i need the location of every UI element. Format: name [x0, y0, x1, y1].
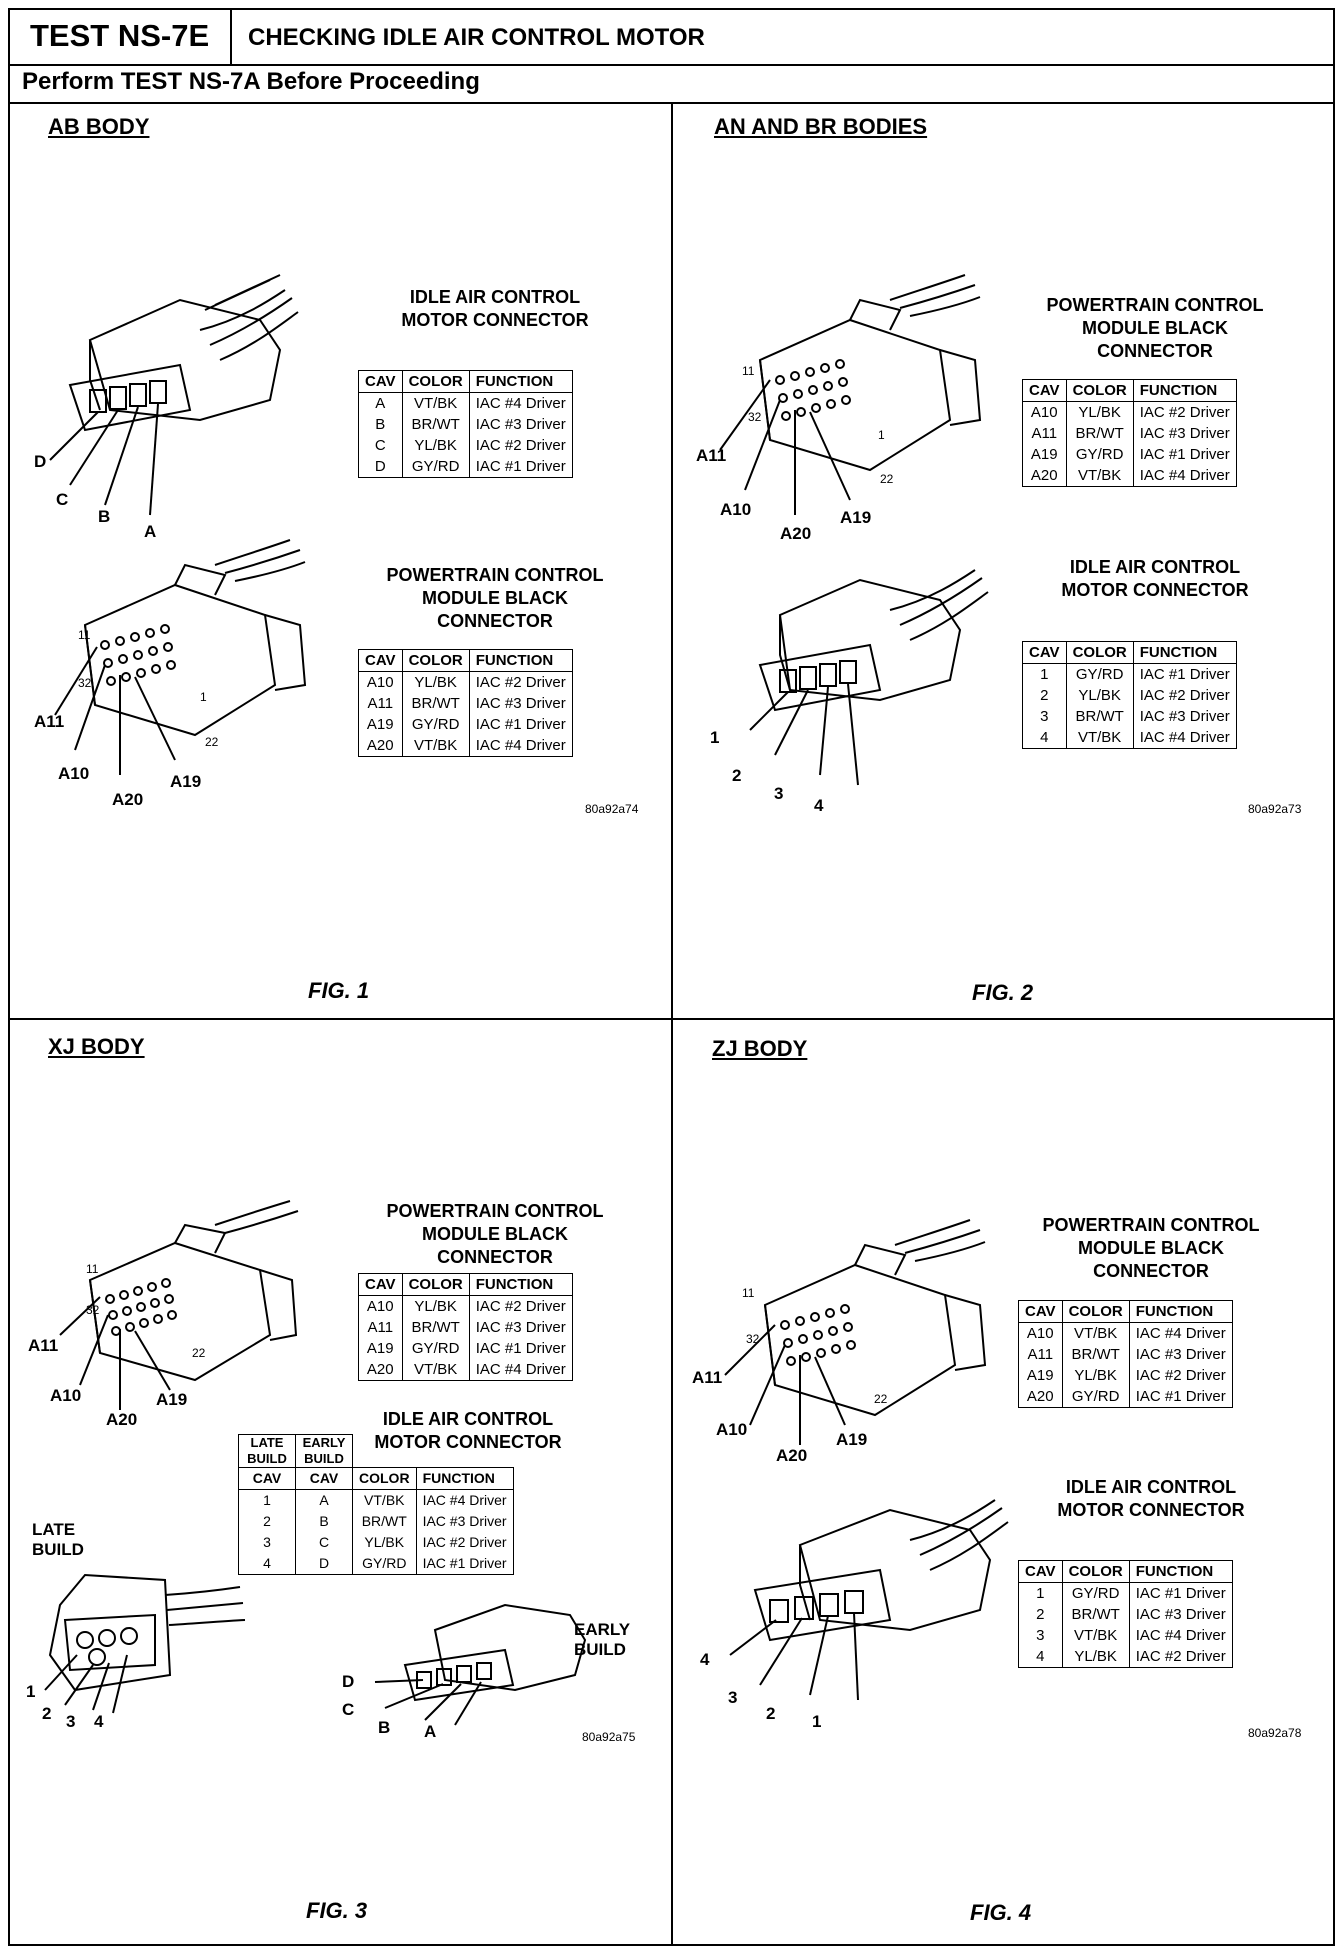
table-row: 4 YL/BK IAC #2 Driver — [1019, 1646, 1233, 1668]
col-header: CAV — [239, 1468, 296, 1490]
col-header: COLOR — [353, 1468, 417, 1490]
table-row: B BR/WT IAC #3 Driver — [359, 414, 573, 435]
figure-code: 80a92a73 — [1248, 802, 1302, 816]
col-header: COLOR — [402, 650, 469, 672]
col-header: COLOR — [402, 1274, 469, 1296]
pin-number-label: 32 — [86, 1303, 100, 1317]
pin-label: 4 — [94, 1712, 104, 1731]
table-row: 1 GY/RD IAC #1 Driver — [1023, 664, 1237, 686]
iac-pinout-table — [358, 370, 573, 478]
pin-label: B — [378, 1718, 391, 1737]
col-header: CAV — [359, 371, 403, 393]
table-row: 2 B BR/WT IAC #3 Driver — [239, 1511, 514, 1532]
pin-number-label: 22 — [874, 1392, 888, 1406]
page-title: CHECKING IDLE AIR CONTROL MOTOR — [248, 24, 705, 51]
pin-label: C — [56, 490, 69, 509]
pin-label: A19 — [836, 1430, 868, 1449]
pin-number-label: 22 — [205, 735, 219, 749]
pcm-pinout-table — [358, 649, 573, 757]
pin-label: A11 — [28, 1336, 59, 1355]
pin-label: A20 — [112, 790, 144, 809]
pin-label: A — [144, 522, 157, 541]
col-header: FUNCTION — [1129, 1561, 1232, 1583]
pcm-connector-illustration — [75, 565, 305, 765]
col-header-early-build: EARLY BUILD — [296, 1435, 353, 1468]
pin-label: D — [34, 452, 47, 471]
panel-title-an-br-bodies: AN AND BR BODIES — [714, 114, 928, 139]
pin-number-label: 32 — [748, 410, 762, 424]
table-row: 4 VT/BK IAC #4 Driver — [1023, 727, 1237, 749]
pin-number-label: 11 — [742, 364, 755, 378]
pin-label: A19 — [170, 772, 202, 791]
table-row: 3 VT/BK IAC #4 Driver — [1019, 1625, 1233, 1646]
col-header: FUNCTION — [1133, 380, 1236, 402]
table-row: A11 BR/WT IAC #3 Driver — [1019, 1344, 1233, 1365]
pin-number-label: 11 — [742, 1286, 755, 1300]
table-row: A VT/BK IAC #4 Driver — [359, 393, 573, 415]
prerequisite-note: Perform TEST NS-7A Before Proceeding — [22, 68, 480, 95]
pcm-pin-grid — [106, 1279, 176, 1335]
table-row: 2 YL/BK IAC #2 Driver — [1023, 685, 1237, 706]
pin-number-label: 22 — [880, 472, 894, 486]
panel-title-ab-body: AB BODY — [48, 114, 150, 139]
figure-code: 80a92a75 — [582, 1730, 636, 1744]
pin-label: A10 — [58, 764, 90, 783]
table-row: A10 YL/BK IAC #2 Driver — [1023, 402, 1237, 424]
pin-label: A19 — [840, 508, 872, 527]
table-row: 1 GY/RD IAC #1 Driver — [1019, 1583, 1233, 1605]
col-header: CAV — [1019, 1561, 1063, 1583]
pin-label: 1 — [812, 1712, 822, 1731]
table-title: POWERTRAIN CONTROL MODULE BLACK CONNECTOR — [1046, 295, 1264, 361]
figure-code: 80a92a78 — [1248, 1726, 1302, 1740]
table-row: A11 BR/WT IAC #3 Driver — [359, 1317, 573, 1338]
iac-connector-illustration — [740, 1500, 1010, 1730]
col-header: CAV — [296, 1468, 353, 1490]
table-row: A19 YL/BK IAC #2 Driver — [1019, 1365, 1233, 1386]
pcm-pinout-table — [1022, 379, 1237, 487]
col-header: COLOR — [1062, 1561, 1129, 1583]
table-row: 2 BR/WT IAC #3 Driver — [1019, 1604, 1233, 1625]
table-row: A11 BR/WT IAC #3 Driver — [359, 693, 573, 714]
figure-caption: FIG. 2 — [972, 980, 1034, 1005]
early-build-label: EARLY BUILD — [574, 1620, 630, 1659]
pin-label: A20 — [776, 1446, 808, 1465]
early-build-iac-connector-illustration — [395, 1600, 595, 1710]
table-row: 3 C YL/BK IAC #2 Driver — [239, 1532, 514, 1553]
col-header: COLOR — [402, 371, 469, 393]
table-title: IDLE AIR CONTROL MOTOR CONNECTOR — [1057, 1477, 1245, 1520]
pcm-pinout-table — [1018, 1300, 1233, 1408]
pin-label: A19 — [156, 1390, 188, 1409]
pin-number-label: 32 — [78, 676, 92, 690]
pcm-pinout-table — [358, 1273, 573, 1381]
pin-label: A10 — [720, 500, 752, 519]
pin-label: A11 — [696, 446, 727, 465]
pin-number-label: 11 — [86, 1262, 99, 1276]
pin-label: 2 — [766, 1704, 776, 1723]
col-header: FUNCTION — [469, 1274, 572, 1296]
col-header: COLOR — [1062, 1301, 1129, 1323]
iac-pinout-table — [1022, 641, 1237, 749]
pin-label: A20 — [106, 1410, 138, 1429]
pin-number-label: 22 — [192, 1346, 206, 1360]
pin-number-label: 1 — [878, 428, 885, 442]
table-title: IDLE AIR CONTROL MOTOR CONNECTOR — [1061, 557, 1249, 600]
table-title: IDLE AIR CONTROL MOTOR CONNECTOR — [401, 287, 589, 330]
pin-label: 1 — [710, 728, 720, 747]
col-header: CAV — [359, 650, 403, 672]
pcm-pin-grid — [101, 625, 175, 685]
late-build-iac-connector-illustration — [45, 1565, 245, 1715]
divider — [8, 64, 1335, 66]
pin-number-label: 1 — [200, 690, 207, 704]
table-row: A20 VT/BK IAC #4 Driver — [359, 1359, 573, 1381]
table-row: A10 YL/BK IAC #2 Driver — [359, 672, 573, 694]
table-row: A19 GY/RD IAC #1 Driver — [359, 1338, 573, 1359]
panel-title-zj-body: ZJ BODY — [712, 1036, 808, 1061]
table-row: D GY/RD IAC #1 Driver — [359, 456, 573, 478]
panel-title-xj-body: XJ BODY — [48, 1034, 145, 1059]
col-header: FUNCTION — [1133, 642, 1236, 664]
table-row: 4 D GY/RD IAC #1 Driver — [239, 1553, 514, 1575]
col-header: COLOR — [1066, 642, 1133, 664]
col-header: CAV — [359, 1274, 403, 1296]
col-header: FUNCTION — [469, 371, 572, 393]
col-header: CAV — [1023, 380, 1067, 402]
divider — [671, 102, 673, 1946]
pin-label: A10 — [716, 1420, 748, 1439]
figure-caption: FIG. 3 — [306, 1898, 368, 1923]
table-title: IDLE AIR CONTROL MOTOR CONNECTOR — [374, 1409, 562, 1452]
table-row: A20 GY/RD IAC #1 Driver — [1019, 1386, 1233, 1408]
table-title: POWERTRAIN CONTROL MODULE BLACK CONNECTOR — [386, 565, 604, 631]
col-header: FUNCTION — [416, 1468, 513, 1490]
col-header: CAV — [1019, 1301, 1063, 1323]
pin-label: 3 — [774, 784, 784, 803]
col-header: FUNCTION — [1129, 1301, 1232, 1323]
table-row: 1 A VT/BK IAC #4 Driver — [239, 1490, 514, 1512]
table-title: POWERTRAIN CONTROL MODULE BLACK CONNECTOR — [1042, 1215, 1260, 1281]
figure-caption: FIG. 1 — [308, 978, 370, 1003]
pin-number-label: 32 — [746, 1332, 760, 1346]
iac-pinout-table — [1018, 1560, 1233, 1668]
col-header: COLOR — [1066, 380, 1133, 402]
table-row: A11 BR/WT IAC #3 Driver — [1023, 423, 1237, 444]
pin-label: D — [342, 1672, 355, 1691]
late-build-label: LATE BUILD — [32, 1520, 84, 1559]
table-row: A10 VT/BK IAC #4 Driver — [1019, 1323, 1233, 1345]
table-row: 3 BR/WT IAC #3 Driver — [1023, 706, 1237, 727]
table-row: A19 GY/RD IAC #1 Driver — [359, 714, 573, 735]
figure-caption: FIG. 4 — [970, 1900, 1032, 1925]
pin-label: 2 — [732, 766, 742, 785]
col-header: CAV — [1023, 642, 1067, 664]
pin-label: 3 — [66, 1712, 76, 1731]
pin-label: A — [424, 1722, 437, 1741]
pcm-pin-grid — [781, 1305, 855, 1365]
pin-label: A10 — [50, 1386, 82, 1405]
pcm-connector-illustration — [745, 1245, 995, 1455]
pin-label: 3 — [728, 1688, 738, 1707]
pin-label: B — [98, 507, 111, 526]
pcm-connector-illustration — [740, 300, 990, 510]
figure-code: 80a92a74 — [585, 802, 639, 816]
test-id: TEST NS-7E — [8, 8, 232, 66]
pin-label: 2 — [42, 1704, 52, 1723]
col-header-late-build: LATE BUILD — [239, 1435, 296, 1468]
pin-number-label: 11 — [78, 628, 91, 642]
pin-label: A11 — [34, 712, 65, 731]
table-row: A20 VT/BK IAC #4 Driver — [359, 735, 573, 757]
iac-connector-illustration — [730, 575, 990, 805]
pin-label: C — [342, 1700, 355, 1719]
pin-label: A11 — [692, 1368, 723, 1387]
pin-label: 4 — [700, 1650, 710, 1669]
table-row: A20 VT/BK IAC #4 Driver — [1023, 465, 1237, 487]
iac-connector-illustration — [30, 290, 300, 540]
col-header: FUNCTION — [469, 650, 572, 672]
pin-label: 4 — [814, 796, 824, 815]
table-row: A10 YL/BK IAC #2 Driver — [359, 1296, 573, 1318]
pcm-connector-illustration — [80, 1225, 300, 1405]
pcm-pin-grid — [776, 360, 850, 420]
divider — [8, 1018, 1335, 1020]
table-title: POWERTRAIN CONTROL MODULE BLACK CONNECTOR — [386, 1201, 604, 1267]
iac-build-pinout-table — [238, 1434, 514, 1575]
table-row: C YL/BK IAC #2 Driver — [359, 435, 573, 456]
pin-label: 1 — [26, 1682, 36, 1701]
pin-label: A20 — [780, 524, 812, 543]
table-row: A19 GY/RD IAC #1 Driver — [1023, 444, 1237, 465]
